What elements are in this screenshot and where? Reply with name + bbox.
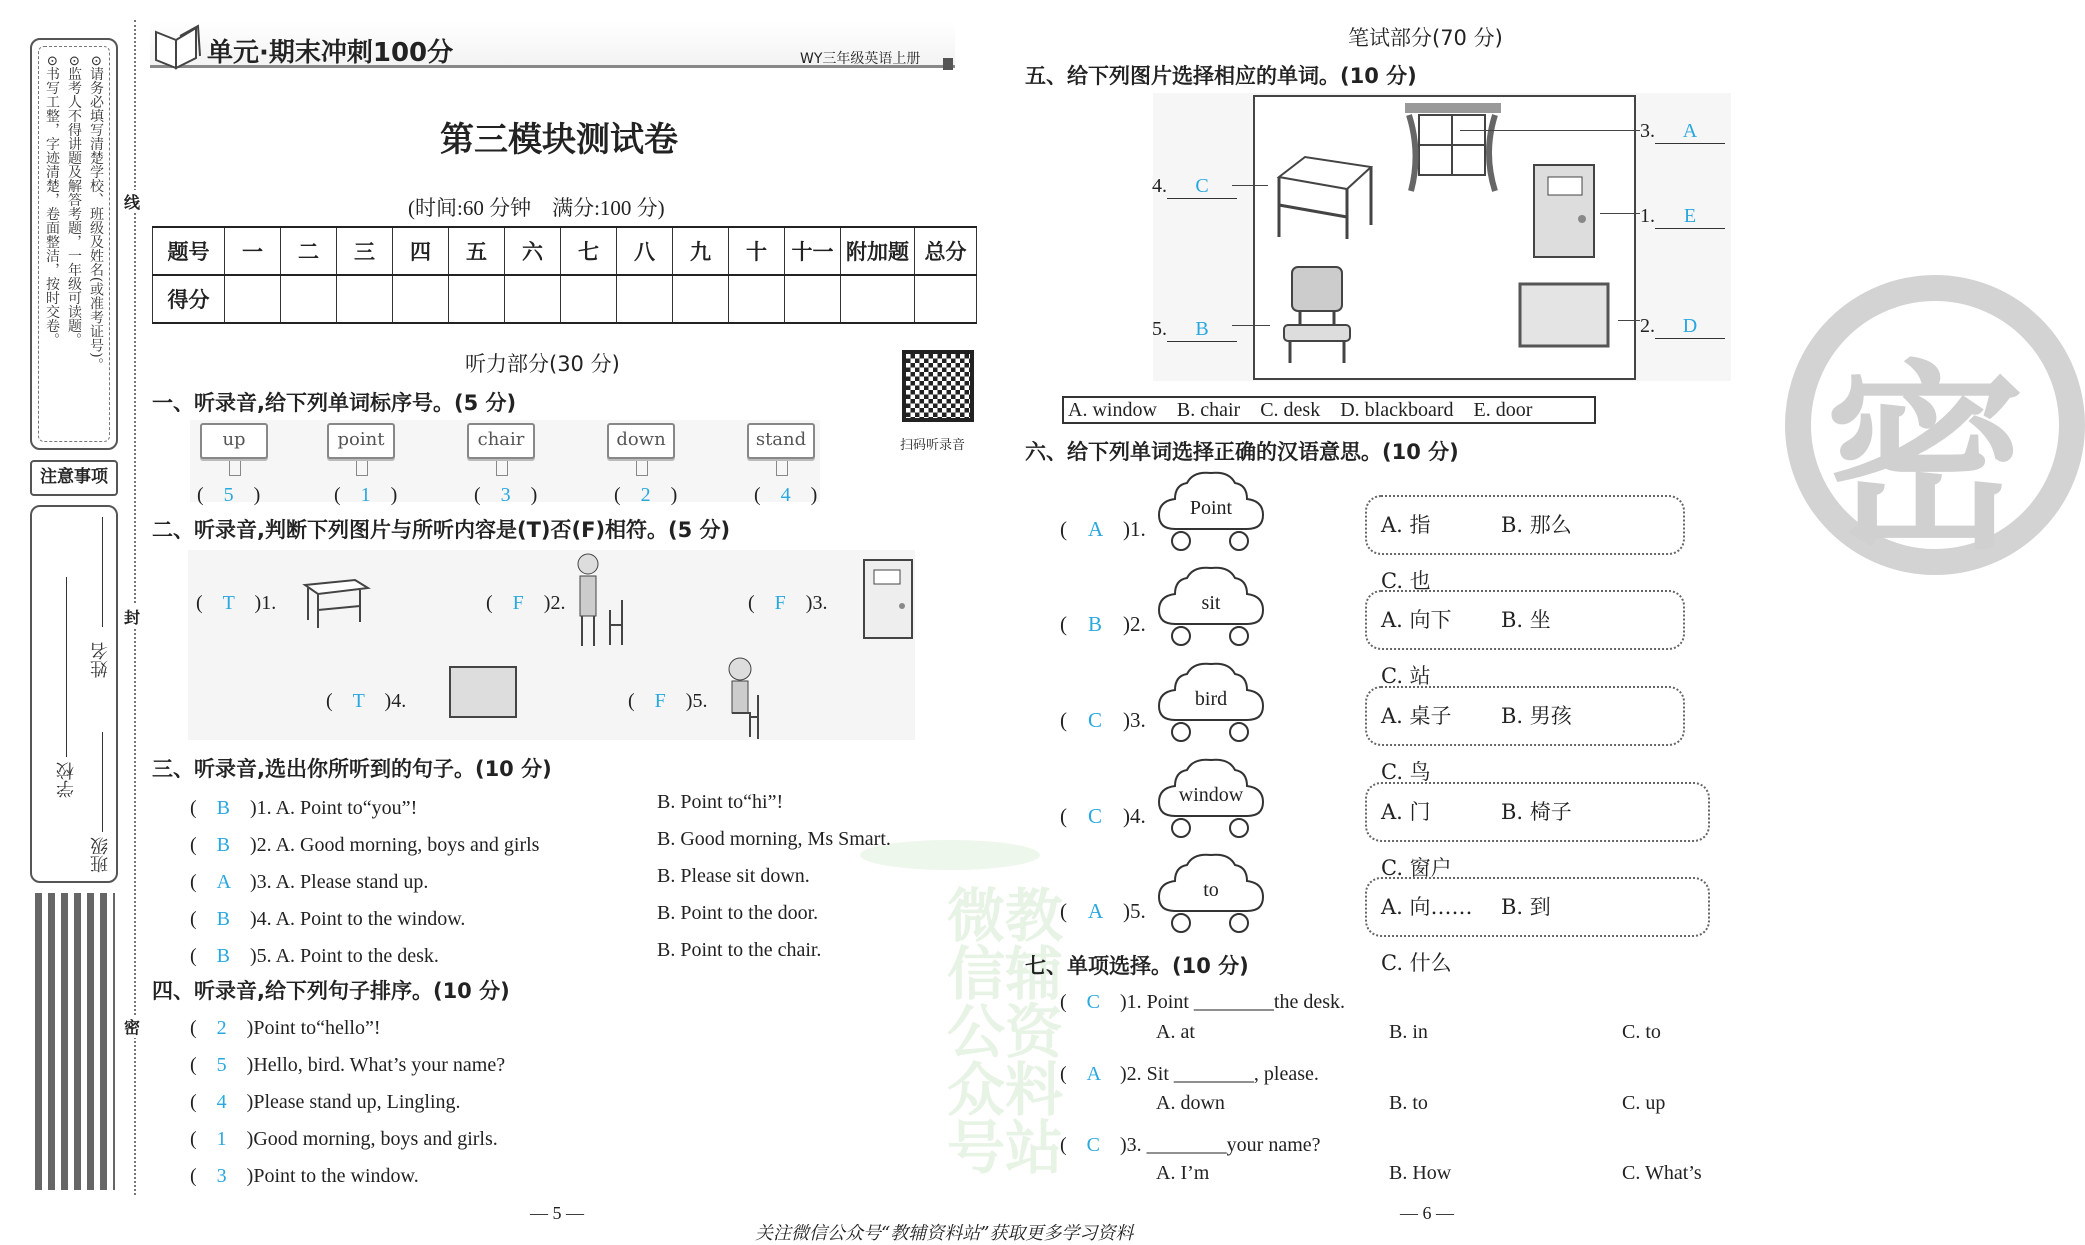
door-picture — [1532, 163, 1596, 259]
label-slot[interactable] — [1152, 318, 1237, 342]
section-5-heading: 五、给下列图片选择相应的单词。(10 分) — [1025, 64, 1417, 88]
answer: A — [1088, 899, 1103, 923]
listening-title: 听力部分(30 分) — [465, 352, 620, 376]
mc-option[interactable]: B. How — [1389, 1162, 1452, 1184]
option-a: )1. A. Point to“you”! — [250, 797, 418, 819]
name-label: 姓名 — [90, 642, 111, 678]
word-sign: stand — [747, 423, 815, 459]
answer: C — [1086, 991, 1101, 1013]
section-7-heading: 七、单项选择。(10 分) — [1025, 954, 1249, 978]
stamp-watermark-char: 密 — [1825, 344, 2026, 577]
tf-item[interactable]: ( F )2. — [486, 592, 566, 614]
answer: F — [512, 592, 524, 614]
green-watermark-1: 微信公众号 — [937, 885, 1005, 1175]
score-cell[interactable] — [505, 275, 561, 323]
item-number: )4. — [384, 690, 407, 712]
choice-row[interactable]: ( B )2. A. Good morning, boys and girls — [190, 834, 540, 856]
leader-line — [1232, 325, 1270, 326]
table-header: 七 — [561, 227, 617, 275]
word-sign: point — [327, 423, 395, 459]
answer: B — [216, 908, 231, 930]
man-sitting-picture — [720, 655, 770, 741]
label-slot[interactable] — [1640, 315, 1725, 339]
answer: A — [1655, 120, 1725, 144]
table-header: 三 — [337, 227, 393, 275]
answer: C — [1088, 804, 1103, 828]
score-cell[interactable] — [841, 275, 915, 323]
answer: E — [1655, 205, 1725, 229]
score-cell[interactable] — [561, 275, 617, 323]
page-number-left: — 5 — — [530, 1203, 584, 1223]
window-picture — [1405, 103, 1501, 193]
order-row[interactable]: ( 4 )Please stand up, Lingling. — [190, 1091, 461, 1113]
answer: B — [216, 834, 231, 856]
page-number-right: — 6 — — [1400, 1203, 1454, 1223]
option-a: )2. A. Good morning, boys and girls — [250, 834, 540, 856]
option[interactable]: B. 男孩 — [1501, 704, 1572, 728]
option-a: )3. A. Please stand up. — [250, 871, 429, 893]
class-label: 班级 — [90, 837, 111, 873]
header-mark — [943, 58, 953, 70]
blackboard-picture — [1518, 282, 1610, 350]
mc-question[interactable]: ( C )3. ________your name? — [1060, 1134, 1321, 1156]
header-book: WY三年级英语上册 — [800, 51, 921, 67]
order-row[interactable]: ( 1 )Good morning, boys and girls. — [190, 1128, 498, 1150]
answer: T — [222, 592, 235, 614]
leader-line — [1618, 320, 1640, 321]
choice-row[interactable]: ( B )1. A. Point to“you”! — [190, 797, 418, 819]
option[interactable]: B. 椅子 — [1501, 800, 1572, 824]
order-row[interactable]: ( 2 )Point to“hello”! — [190, 1017, 381, 1039]
cut-mark: 封 — [124, 605, 140, 628]
cloud-word: Point — [1189, 497, 1233, 519]
table-header: 四 — [393, 227, 449, 275]
school-label: 学校 — [56, 762, 77, 798]
label-number: 2. — [1640, 315, 1655, 337]
score-cell[interactable] — [225, 275, 281, 323]
header-brand: 单元·期末冲刺100分 — [207, 38, 454, 68]
meaning-options — [1365, 590, 1685, 688]
meaning-row[interactable]: ( B )2. — [1060, 612, 1146, 636]
score-cell[interactable] — [915, 275, 977, 323]
student-info-box — [30, 505, 118, 883]
meaning-row[interactable]: ( A )5. — [1060, 899, 1146, 923]
cloud-word: to — [1203, 879, 1219, 901]
cloud-word: window — [1178, 784, 1244, 806]
table-header: 八 — [617, 227, 673, 275]
mc-option[interactable]: B. to — [1389, 1092, 1428, 1114]
label-number: 5. — [1152, 318, 1167, 340]
door-picture — [862, 558, 914, 640]
sentence: )Hello, bird. What’s your name? — [246, 1054, 506, 1076]
writing-title: 笔试部分(70 分) — [1348, 26, 1503, 50]
exam-info: (时间:60 分钟 满分:100 分) — [408, 196, 665, 220]
option[interactable]: B. 那么 — [1501, 513, 1572, 537]
option[interactable]: A. 指 — [1381, 513, 1431, 537]
answer: B — [1088, 612, 1103, 636]
option[interactable]: A. 桌子 — [1381, 704, 1452, 728]
table-header: 五 — [449, 227, 505, 275]
item-number: )3. — [805, 592, 828, 614]
word-sign: up — [200, 423, 268, 459]
table-header: 十一 — [785, 227, 841, 275]
option-a: )4. A. Point to the window. — [250, 908, 466, 930]
answer: 5 — [223, 484, 234, 506]
section-3-heading: 三、听录音,选出你所听到的句子。(10 分) — [152, 757, 552, 781]
item-number: )1. — [254, 592, 277, 614]
meaning-options — [1365, 782, 1710, 880]
question-text: )3. ________your name? — [1120, 1134, 1321, 1156]
table-header: 总分 — [915, 227, 977, 275]
score-table — [152, 226, 977, 324]
table-header: 九 — [673, 227, 729, 275]
option[interactable]: A. 门 — [1381, 800, 1431, 824]
choice-row[interactable]: ( B )5. A. Point to the desk. — [190, 945, 439, 967]
answer: 5 — [216, 1054, 227, 1076]
stripes — [35, 893, 115, 1190]
answer: 3 — [500, 484, 511, 506]
answer: B — [216, 945, 231, 967]
mc-option[interactable]: B. in — [1389, 1021, 1428, 1043]
leader-line — [1460, 130, 1640, 131]
chair-picture — [1280, 265, 1352, 365]
item-number: )2. — [1123, 612, 1146, 636]
answer: T — [352, 690, 365, 712]
sentence: )Point to the window. — [246, 1165, 419, 1187]
qr-label: 扫码听录音 — [900, 438, 966, 453]
option-b: B. Please sit down. — [657, 865, 810, 887]
section-6-heading: 六、给下列单词选择正确的汉语意思。(10 分) — [1025, 440, 1459, 464]
option[interactable]: A. 向…… — [1381, 895, 1473, 919]
notice-box — [30, 38, 118, 450]
answer: C — [1167, 175, 1237, 199]
answer: 1 — [360, 484, 371, 506]
answer: D — [1655, 315, 1725, 339]
leader-line — [1232, 185, 1268, 186]
item-number: )4. — [1123, 804, 1146, 828]
boy-chair-picture — [570, 550, 630, 650]
score-cell[interactable] — [281, 275, 337, 323]
mc-option[interactable]: A. I’m — [1156, 1162, 1210, 1184]
sentence: )Point to“hello”! — [246, 1017, 381, 1039]
answer-slot[interactable]: ( 1 ) — [334, 484, 398, 506]
answer-slot[interactable]: ( 5 ) — [197, 484, 261, 506]
answer: A — [1088, 517, 1103, 541]
option-a: )5. A. Point to the desk. — [250, 945, 439, 967]
order-row[interactable]: ( 3 )Point to the window. — [190, 1165, 419, 1187]
tf-item[interactable]: ( F )3. — [748, 592, 828, 614]
label-slot[interactable] — [1152, 175, 1237, 199]
school-field[interactable] — [66, 577, 67, 757]
mc-option[interactable]: C. up — [1622, 1092, 1666, 1114]
option[interactable]: A. 向下 — [1381, 608, 1452, 632]
book-icon — [152, 22, 204, 70]
promo-text: 关注微信公众号“教辅资料站”获取更多学习资料 — [755, 1223, 1134, 1244]
answer: B — [1167, 318, 1237, 342]
word-sign: chair — [467, 423, 535, 459]
meaning-row[interactable]: ( C )3. — [1060, 708, 1146, 732]
answer: 2 — [640, 484, 651, 506]
word-sign: down — [607, 423, 675, 459]
answer: B — [216, 797, 231, 819]
cut-mark: 线 — [124, 190, 140, 213]
notice-line: ⊙请务必填写清楚学校、班级及姓名(或准考证号)。 — [88, 55, 104, 372]
label-number: 4. — [1152, 175, 1167, 197]
label-slot[interactable] — [1640, 120, 1725, 144]
option-b: B. Good morning, Ms Smart. — [657, 828, 891, 850]
meaning-row[interactable]: ( A )1. — [1060, 517, 1146, 541]
answer: C — [1086, 1134, 1101, 1156]
question-text: )2. Sit ________, please. — [1120, 1063, 1319, 1085]
label-slot[interactable] — [1640, 205, 1725, 229]
cut-mark: 密 — [124, 1015, 140, 1038]
label-number: 3. — [1640, 120, 1655, 142]
answer: 3 — [216, 1165, 227, 1187]
option-b: B. Point to“hi”! — [657, 791, 784, 813]
qr-code[interactable] — [902, 350, 974, 422]
green-watermark-2: 教辅资料站 — [995, 885, 1063, 1175]
tf-item[interactable]: ( T )1. — [196, 592, 277, 614]
meaning-options — [1365, 686, 1685, 784]
item-number: )5. — [1123, 899, 1146, 923]
answer: C — [1088, 708, 1103, 732]
option[interactable]: C. 窗户 — [1381, 856, 1452, 880]
answer: 2 — [216, 1017, 227, 1039]
option[interactable]: C. 鸟 — [1381, 760, 1431, 784]
blackboard-picture — [448, 665, 518, 721]
option[interactable]: C. 站 — [1381, 664, 1431, 688]
desk-picture — [1275, 155, 1375, 240]
mc-question[interactable]: ( A )2. Sit ________, please. — [1060, 1063, 1319, 1085]
section-1-heading: 一、听录音,给下列单词标序号。(5 分) — [152, 391, 517, 415]
tf-pictures-bg — [188, 550, 915, 740]
score-cell[interactable] — [673, 275, 729, 323]
answer: F — [774, 592, 786, 614]
row-label: 得分 — [153, 275, 225, 323]
score-cell[interactable] — [617, 275, 673, 323]
answer: A — [1086, 1063, 1101, 1085]
item-number: )1. — [1123, 517, 1146, 541]
mc-option[interactable]: C. What’s — [1622, 1162, 1702, 1184]
meaning-options — [1365, 877, 1710, 975]
score-cell[interactable] — [393, 275, 449, 323]
score-cell[interactable] — [449, 275, 505, 323]
cloud-word: sit — [1201, 592, 1221, 614]
table-header: 附加题 — [841, 227, 915, 275]
item-number: )3. — [1123, 708, 1146, 732]
question-text: )1. Point ________the desk. — [1120, 991, 1346, 1013]
leader-line — [1600, 213, 1640, 214]
page-title: 第三模块测试卷 — [440, 120, 678, 160]
score-cell[interactable] — [785, 275, 841, 323]
score-header-row — [153, 227, 977, 275]
option-b: B. Point to the chair. — [657, 939, 822, 961]
choice-row[interactable]: ( B )4. A. Point to the window. — [190, 908, 466, 930]
answer: 1 — [216, 1128, 227, 1150]
table-header: 六 — [505, 227, 561, 275]
notice-line: ⊙书写工整，字迹清楚，卷面整洁，按时交卷。 — [44, 55, 60, 347]
table-header: 十 — [729, 227, 785, 275]
notice-title: 注意事项 — [30, 460, 118, 496]
meaning-row[interactable]: ( C )4. — [1060, 804, 1146, 828]
answer-slot[interactable]: ( 3 ) — [474, 484, 538, 506]
option[interactable]: B. 到 — [1501, 895, 1551, 919]
answer: A — [216, 871, 231, 893]
mc-question[interactable]: ( C )1. Point ________the desk. — [1060, 991, 1346, 1013]
order-row[interactable]: ( 5 )Hello, bird. What’s your name? — [190, 1054, 506, 1076]
desk-picture — [300, 570, 370, 630]
table-header: 一 — [225, 227, 281, 275]
cloud-word: bird — [1194, 688, 1228, 710]
sentence: )Good morning, boys and girls. — [246, 1128, 498, 1150]
choice-row[interactable]: ( A )3. A. Please stand up. — [190, 871, 429, 893]
notice-line: ⊙监考人不得讲题及解答考题，一年级可读题。 — [66, 55, 82, 347]
label-number: 1. — [1640, 205, 1655, 227]
table-header: 题号 — [153, 227, 225, 275]
meaning-options — [1365, 495, 1685, 593]
mc-option[interactable]: A. at — [1156, 1021, 1195, 1043]
class-field[interactable] — [102, 732, 103, 832]
option[interactable]: C. 也 — [1381, 569, 1431, 593]
tf-item[interactable]: ( F )5. — [628, 690, 708, 712]
tf-item[interactable]: ( T )4. — [326, 690, 407, 712]
score-cell[interactable] — [729, 275, 785, 323]
word-bank: A. window B. chair C. desk D. blackboard E. door — [1062, 396, 1596, 424]
item-number: )5. — [685, 690, 708, 712]
score-row — [153, 275, 977, 323]
answer: 4 — [216, 1091, 227, 1113]
mc-option[interactable]: C. to — [1622, 1021, 1661, 1043]
table-header: 二 — [281, 227, 337, 275]
section-4-heading: 四、听录音,给下列句子排序。(10 分) — [152, 979, 510, 1003]
sentence: )Please stand up, Lingling. — [246, 1091, 461, 1113]
item-number: )2. — [543, 592, 566, 614]
name-field[interactable] — [102, 517, 103, 627]
answer: F — [654, 690, 666, 712]
score-cell[interactable] — [337, 275, 393, 323]
answer-slot[interactable]: ( 2 ) — [614, 484, 678, 506]
section-2-heading: 二、听录音,判断下列图片与所听内容是(T)否(F)相符。(5 分) — [152, 518, 731, 542]
answer-slot[interactable]: ( 4 ) — [754, 484, 818, 506]
option[interactable]: B. 坐 — [1501, 608, 1551, 632]
option[interactable]: C. 什么 — [1381, 951, 1452, 975]
mc-option[interactable]: A. down — [1156, 1092, 1225, 1114]
answer: 4 — [780, 484, 791, 506]
option-b: B. Point to the door. — [657, 902, 819, 924]
